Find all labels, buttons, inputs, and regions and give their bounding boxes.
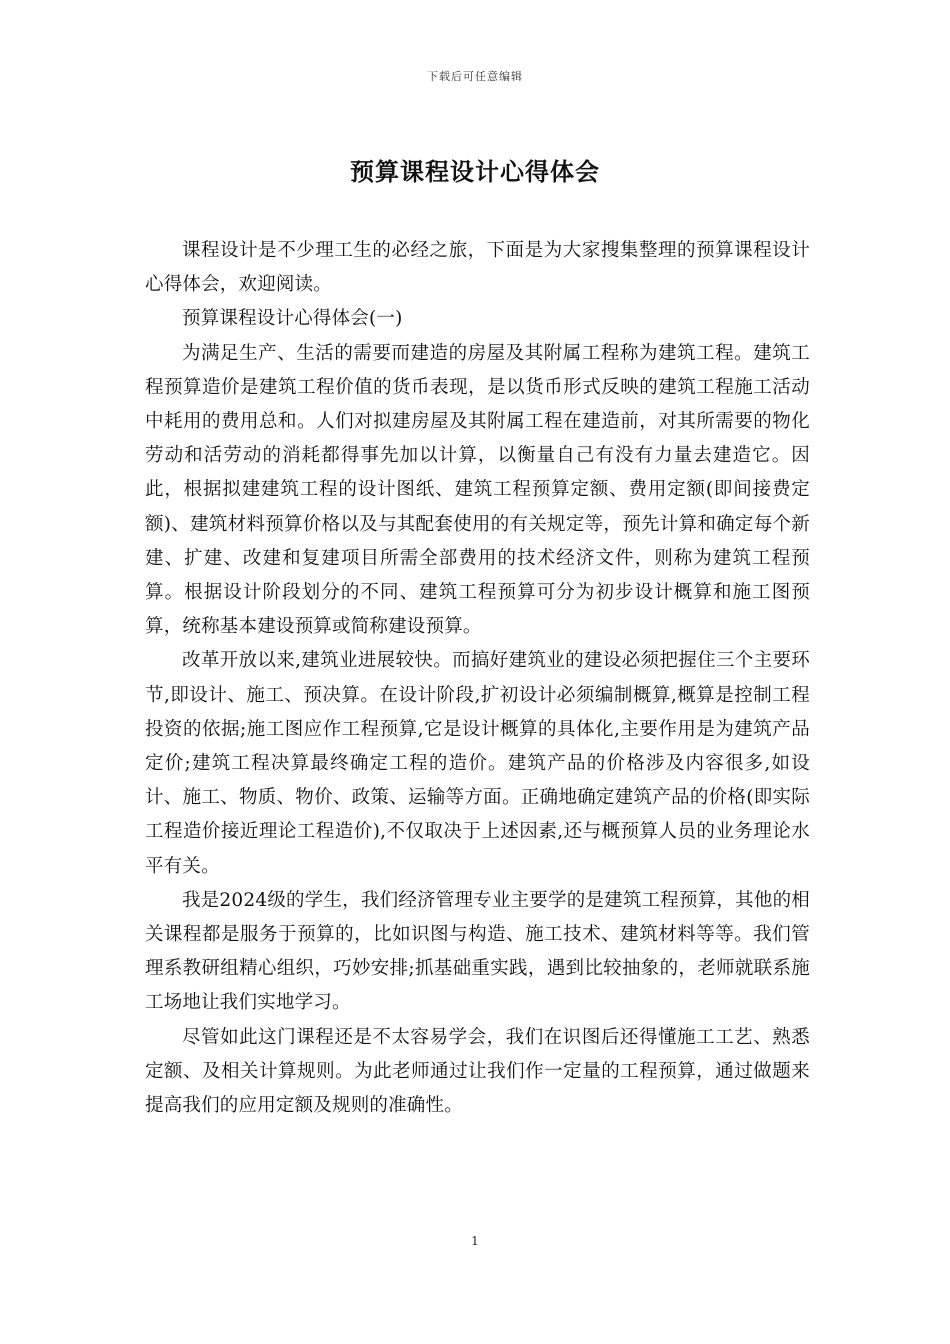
body-paragraph: 我是2024级的学生，我们经济管理专业主要学的是建筑工程预算，其他的相关课程都是服务于预算的，比如识图与构造、施工技术、建筑材料等等。我们管理系教研组精心组织，巧妙安排;抓基础重实践，遇到比较抽象的，老师就联系施工场地让我们实地学习。 bbox=[145, 889, 810, 1014]
section-heading: 预算课程设计心得体会(一) bbox=[182, 308, 403, 330]
header-note: 下载后可任意编辑 bbox=[427, 70, 523, 83]
intro-paragraph: 课程设计是不少理工生的必经之旅，下面是为大家搜集整理的预算课程设计心得体会，欢迎阅读。 bbox=[145, 240, 810, 296]
body-paragraph: 尽管如此这门课程还是不太容易学会，我们在识图后还得懂施工工艺、熟悉定额、及相关计算规则。为此老师通过让我们作一定量的工程预算，通过做题来提高我们的应用定额及规则的准确性。 bbox=[145, 1026, 810, 1117]
body-paragraph: 改革开放以来,建筑业进展较快。而搞好建筑业的建设必须把握住三个主要环节,即设计、施工、预决算。在设计阶段,扩初设计必须编制概算,概算是控制工程投资的依据;施工图应作工程预算,它是设计概算的具体化,主要作用是为建筑产品定价;建筑工程决算最终确定工程的造价。建筑产品的价格涉及内容很多,如设计、施工、物质、物价、政策、运输等方面。正确地确定建筑产品的价格(即实际工程造价接近理论工程造价),不仅取决于上述因素,还与概预算人员的业务理论水平有关。 bbox=[145, 650, 810, 877]
body-paragraph: 为满足生产、生活的需要而建造的房屋及其附属工程称为建筑工程。建筑工程预算造价是建筑工程价值的货币表现，是以货币形式反映的建筑工程施工活动中耗用的费用总和。人们对拟建房屋及其附属工程在建造前，对其所需要的物化劳动和活劳动的消耗都得事先加以计算，以衡量自己有没有力量去建造它。因此，根据拟建建筑工程的设计图纸、建筑工程预算定额、费用定额(即间接费定额)、建筑材料预算价格以及与其配套使用的有关规定等，预先计算和确定每个新建、扩建、改建和复建项目所需全部费用的技术经济文件，则称为建筑工程预算。根据设计阶段划分的不同、建筑工程预算可分为初步设计概算和施工图预算，统称基本建设预算或简称建设预算。 bbox=[145, 342, 810, 638]
page-number: 1 bbox=[471, 1234, 479, 1248]
document-title: 预算课程设计心得体会 bbox=[350, 157, 600, 186]
document-body bbox=[145, 234, 810, 1123]
